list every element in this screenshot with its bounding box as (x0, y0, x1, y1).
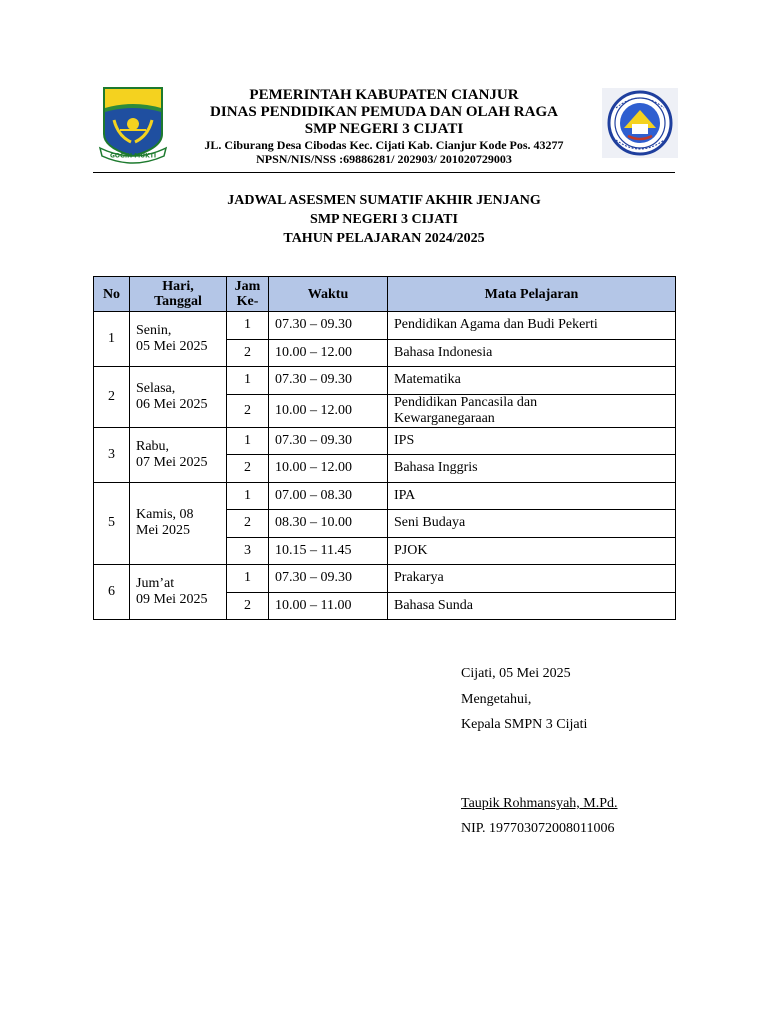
table-row (94, 427, 676, 455)
cell-subject: Pendidikan Agama dan Budi Pekerti (388, 312, 676, 340)
cell-subject: Prakarya (388, 565, 676, 593)
cianjur-regency-emblem (98, 86, 168, 164)
cell-jam: 1 (227, 565, 269, 593)
signature-nip: NIP. 197703072008011006 (461, 821, 615, 836)
table-row (94, 367, 676, 395)
cell-jam: 2 (227, 510, 269, 538)
cell-jam: 1 (227, 482, 269, 510)
table-row (94, 312, 676, 340)
cell-subject: Bahasa Inggris (388, 455, 676, 483)
cell-time: 07.30 – 09.30 (269, 565, 388, 593)
cell-subject: Pendidikan Pancasila dan Kewarganegaraan (388, 394, 676, 427)
cell-day: Senin, 05 Mei 2025 (130, 312, 227, 367)
cell-no: 1 (94, 312, 130, 367)
cell-day: Rabu, 07 Mei 2025 (130, 427, 227, 482)
title-line-1: JADWAL ASESMEN SUMATIF AKHIR JENJANG (227, 193, 541, 208)
cell-no: 6 (94, 565, 130, 620)
cell-no: 3 (94, 427, 130, 482)
cell-jam: 2 (227, 339, 269, 367)
letterhead-department: DINAS PENDIDIKAN PEMUDA DAN OLAH RAGA (210, 104, 558, 120)
cell-jam: 2 (227, 592, 269, 620)
school-seal-logo (602, 88, 678, 158)
signature-acknowledge: Mengetahui, (461, 692, 532, 707)
cell-jam: 3 (227, 537, 269, 565)
cell-time: 07.00 – 08.30 (269, 482, 388, 510)
cell-time: 10.00 – 12.00 (269, 455, 388, 483)
letterhead-government: PEMERINTAH KABUPATEN CIANJUR (249, 87, 519, 103)
header-day: Hari, Tanggal (130, 277, 227, 312)
document-title (93, 191, 675, 248)
header-time: Waktu (269, 277, 388, 312)
cell-time: 10.15 – 11.45 (269, 537, 388, 565)
cell-time: 10.00 – 12.00 (269, 339, 388, 367)
header-subject: Mata Pelajaran (388, 277, 676, 312)
letterhead (180, 87, 588, 166)
signature-place-date: Cijati, 05 Mei 2025 (461, 666, 571, 681)
title-line-2: SMP NEGERI 3 CIJATI (310, 212, 458, 227)
cell-time: 07.30 – 09.30 (269, 367, 388, 395)
cell-day: Kamis, 08 Mei 2025 (130, 482, 227, 565)
cell-time: 08.30 – 10.00 (269, 510, 388, 538)
cell-subject: Matematika (388, 367, 676, 395)
cell-no: 2 (94, 367, 130, 428)
cell-subject: IPS (388, 427, 676, 455)
cell-time: 10.00 – 12.00 (269, 394, 388, 427)
signature-name: Taupik Rohmansyah, M.Pd. (461, 796, 618, 811)
table-row (94, 565, 676, 593)
table-row (94, 482, 676, 510)
logo-motto: GOGIH MUKTI (109, 152, 157, 160)
cell-subject: Bahasa Sunda (388, 592, 676, 620)
letterhead-school: SMP NEGERI 3 CIJATI (304, 121, 464, 137)
cell-subject: Seni Budaya (388, 510, 676, 538)
cell-day: Jum’at 09 Mei 2025 (130, 565, 227, 620)
cell-jam: 2 (227, 455, 269, 483)
table-header-row (94, 277, 676, 312)
letterhead-divider (93, 172, 675, 173)
cell-subject: PJOK (388, 537, 676, 565)
letterhead-ids: NPSN/NIS/NSS :69886281/ 202903/ 201020729003 (256, 152, 512, 166)
cell-no: 5 (94, 482, 130, 565)
cell-jam: 1 (227, 312, 269, 340)
cell-jam: 1 (227, 427, 269, 455)
cell-subject: Bahasa Indonesia (388, 339, 676, 367)
cell-subject: IPA (388, 482, 676, 510)
cell-time: 07.30 – 09.30 (269, 312, 388, 340)
header-jam: Jam Ke- (227, 277, 269, 312)
title-line-3: TAHUN PELAJARAN 2024/2025 (283, 231, 485, 246)
cell-time: 07.30 – 09.30 (269, 427, 388, 455)
cell-day: Selasa, 06 Mei 2025 (130, 367, 227, 428)
exam-schedule-table (93, 276, 676, 620)
cell-jam: 2 (227, 394, 269, 427)
letterhead-address: JL. Ciburang Desa Cibodas Kec. Cijati Kab. Cianjur Kode Pos. 43277 (204, 138, 564, 152)
header-no: No (94, 277, 130, 312)
signature-position: Kepala SMPN 3 Cijati (461, 717, 588, 732)
cell-time: 10.00 – 11.00 (269, 592, 388, 620)
cell-jam: 1 (227, 367, 269, 395)
